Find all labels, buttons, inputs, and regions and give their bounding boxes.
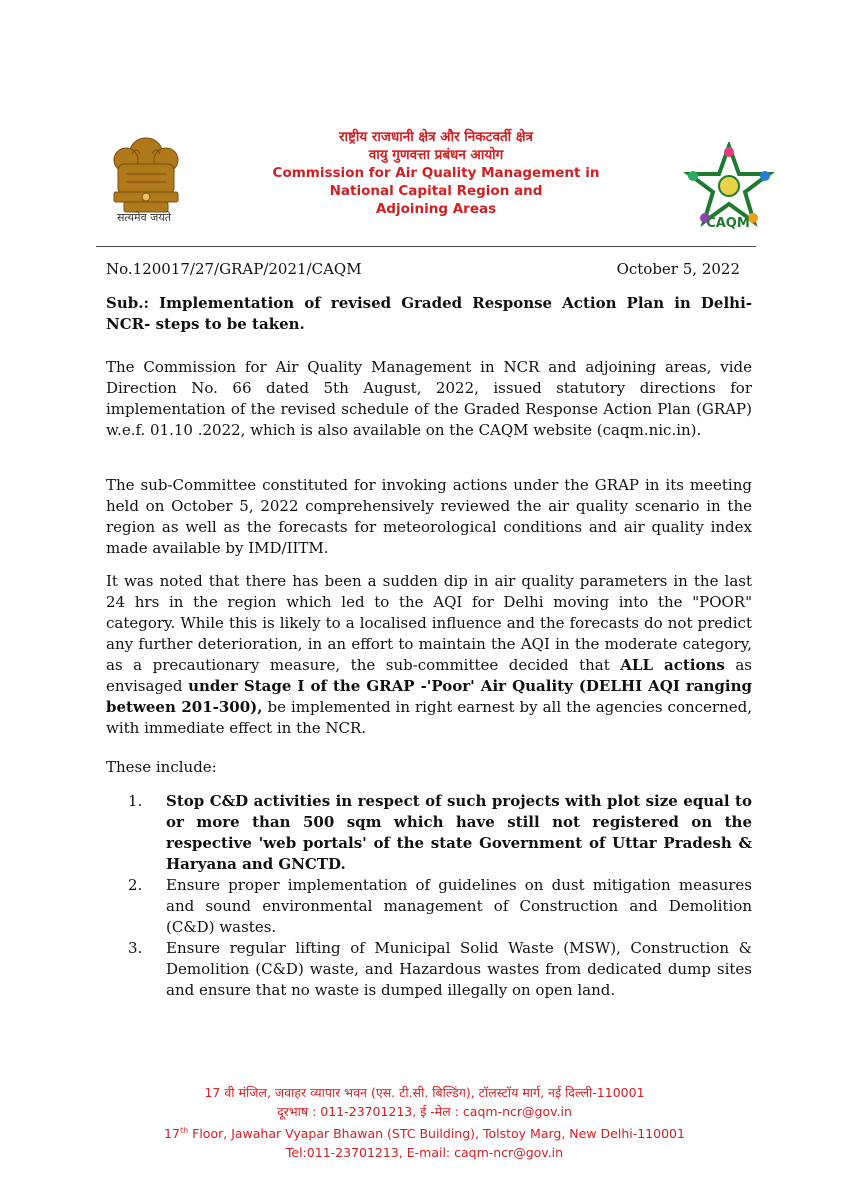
- english-title-line-2: National Capital Region and: [329, 183, 543, 199]
- footer-hindi-contact: दूरभाष : 011-23701213, ई -मेल : caqm-ncr@gov.in: [277, 1104, 572, 1119]
- list-item-number: 3.: [128, 939, 143, 957]
- hindi-title-line-2: वायु गुणवत्ता प्रबंधन आयोग: [368, 147, 504, 163]
- letterhead: [96, 128, 776, 238]
- paragraph-3: [106, 571, 752, 739]
- hindi-title-line-1: राष्ट्रीय राजधानी क्षेत्र और निकटवर्ती क्षेत्र: [338, 129, 533, 145]
- reference-number: No.120017/27/GRAP/2021/CAQM: [106, 260, 362, 278]
- list-item: [128, 938, 752, 1001]
- paragraph-3-bold-a: ALL actions: [620, 656, 725, 674]
- footer-english-address: [0, 1121, 849, 1143]
- list-item-text: Stop C&D activities in respect of such projects with plot size equal to or more than 500 sqm which have still not registered on the respective 'web portals' of the state Government of Uttar Pradesh & Haryana and GNCTD.: [166, 792, 752, 873]
- footer-floor-suffix: th: [179, 1126, 189, 1135]
- list-item: [128, 875, 752, 938]
- english-title-line-3: Adjoining Areas: [375, 201, 497, 217]
- footer-floor-number: 17: [164, 1126, 180, 1142]
- paragraph-3-text-b: as envisaged: [106, 656, 752, 695]
- paragraph-3-bold-b: under Stage I of the GRAP -'Poor' Air Quality (DELHI AQI ranging between 201-300),: [106, 677, 752, 716]
- subject-line: Sub.: Implementation of revised Graded Response Action Plan in Delhi-NCR- steps to be taken.: [106, 294, 752, 333]
- actions-list: [128, 791, 752, 1001]
- list-item-text: Ensure proper implementation of guidelines on dust mitigation measures and sound environmental management of Construction and Demolition (C&D) wastes.: [166, 876, 752, 936]
- paragraph-1: The Commission for Air Quality Management in NCR and adjoining areas, vide Direction No. 66 dated 5th August, 2022, issued statutory directions for implementation of the revised schedule of the Graded Response Action Plan (GRAP) w.e.f. 01.10 .2022, which is also available on the CAQM website (caqm.nic.in).: [106, 358, 752, 439]
- letter-date: October 5, 2022: [616, 260, 740, 278]
- footer-english-contact: Tel:011-23701213, E-mail: caqm-ncr@gov.in: [285, 1145, 564, 1161]
- commission-name: [246, 128, 626, 218]
- caqm-logo-label: CAQM: [706, 216, 750, 231]
- footer-hindi-address: 17 वी मंजिल, जवाहर व्यापार भवन (एस. टी.सी. बिल्डिंग), टॉलस्टॉय मार्ग, नई दिल्ली-110001: [204, 1085, 645, 1100]
- paragraph-2: The sub-Committee constituted for invoking actions under the GRAP in its meeting held on October 5, 2022 comprehensively reviewed the air quality scenario in the region as well as the forecasts for meteorological conditions and air quality index made available by IMD/IITM.: [106, 476, 752, 557]
- list-item-number: 2.: [128, 876, 143, 894]
- list-item: [128, 791, 752, 875]
- emblem-motto: सत्यमेव जयते: [116, 211, 171, 224]
- header-divider: [96, 246, 756, 247]
- footer-address: [0, 1083, 849, 1162]
- paragraph-3-text-a: It was noted that there has been a sudden dip in air quality parameters in the last 24 hrs in the region which led to the AQI for Delhi moving into the "POOR" category. While this is likely to a localised influence and the forecasts do not predict any further deterioration, in an effort to maintain the AQI in the moderate category, as a precautionary measure, the sub-committee decided that: [106, 572, 752, 674]
- paragraph-3-text-c: be implemented in right earnest by all the agencies concerned, with immediate effect in the NCR.: [106, 698, 752, 737]
- english-title-line-1: Commission for Air Quality Management in: [272, 165, 600, 181]
- list-item-text: Ensure regular lifting of Municipal Solid Waste (MSW), Construction & Demolition (C&D) waste, and Hazardous wastes from dedicated dump sites and ensure that no waste is dumped illegally on open land.: [166, 939, 752, 999]
- paragraph-4: These include:: [106, 758, 217, 776]
- footer-address-text: Floor, Jawahar Vyapar Bhawan (STC Building), Tolstoy Marg, New Delhi-110001: [188, 1126, 685, 1142]
- list-item-number: 1.: [128, 792, 143, 810]
